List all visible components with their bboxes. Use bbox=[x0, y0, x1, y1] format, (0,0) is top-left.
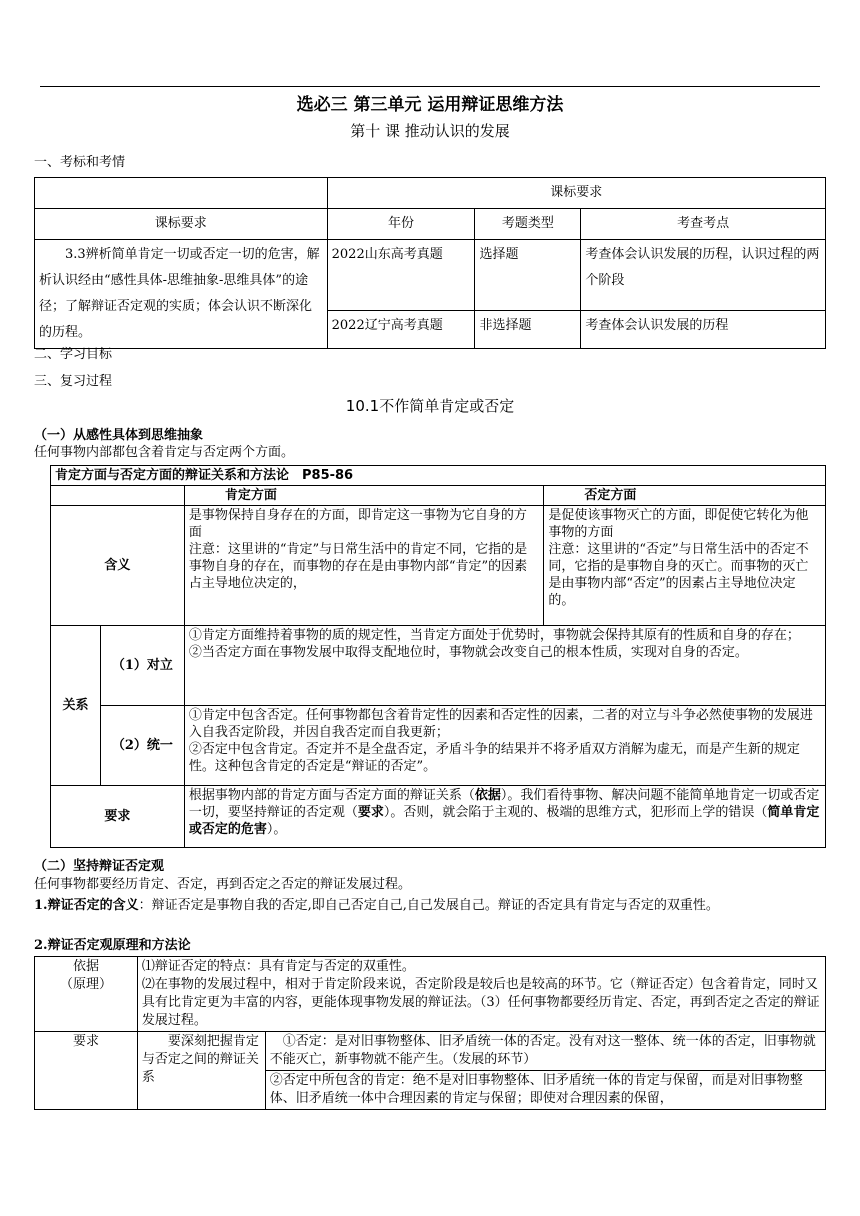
part-title: 10.1不作简单肯定或否定 bbox=[345, 397, 515, 415]
basis-text: ⑴辩证否定的特点：具有肯定与否定的双重性。 ⑵在事物的发展过程中，相对于肯定阶段来说，否定阶段是较后也是较高的环节。它（辩证否定）包含着肯定，同时又具有比肯定更为丰富的内容，更能体现事物发展的辩证法。（3）任何事物都要经历肯定、否定，再到否定之否定的辩证发展过程。 bbox=[137, 957, 825, 1032]
negation-item-1: ①否定：是对旧事物整体、旧矛盾统一体的否定。没有对这一整体、统一体的否定，旧事物就不能灭亡，新事物就不能产生。（发展的环节） bbox=[265, 1032, 825, 1071]
principle-heading: 2.辩证否定观原理和方法论 bbox=[34, 938, 191, 953]
col-header-point: 考查考点 bbox=[581, 209, 826, 240]
intro-text: 任何事物内部都包含着肯定与否定两个方面。 bbox=[34, 445, 295, 460]
section-heading-standards: 一、考标和考情 bbox=[34, 155, 126, 170]
col-header-type: 考题类型 bbox=[475, 209, 581, 240]
row1-point: 考查体会认识发展的历程，认识过程的两个阶段 bbox=[581, 240, 826, 311]
row2-point: 考查体会认识发展的历程 bbox=[581, 310, 826, 348]
opposite-text: ①肯定方面维持着事物的质的规定性，当肯定方面处于优势时，事物就会保持其原有的性质和自身的存在； ②当否定方面在事物发展中取得支配地位时，事物就会改变自己的根本性质，实现对自身的否定。 bbox=[184, 626, 825, 706]
row1-type: 选择题 bbox=[475, 240, 581, 311]
sub-heading-1: （一）从感性具体到思维抽象 bbox=[34, 428, 204, 443]
lesson-title: 第十 课 推动认识的发展 bbox=[350, 122, 510, 140]
col-header-negative: 否定方面 bbox=[544, 486, 826, 506]
row1-year: 2022山东高考真题 bbox=[327, 240, 475, 311]
row2-year: 2022辽宁高考真题 bbox=[327, 310, 475, 348]
demand-label: 要求 bbox=[51, 786, 185, 848]
demand-label-2: 要求 bbox=[35, 1032, 138, 1110]
empty-cell bbox=[35, 178, 328, 209]
group-header: 课标要求 bbox=[327, 178, 825, 209]
row2-type: 非选择题 bbox=[475, 310, 581, 348]
meaning-negative: 是促使该事物灭亡的方面，即促使它转化为他事物的方面 注意：这里讲的“否定”与日常生活中的否定不同，它指的是事物自身的灭亡。而事物的灭亡是由事物内部“否定”的因素占主导地位决定的。 bbox=[544, 506, 826, 626]
page-title: 选必三 第三单元 运用辩证思维方法 bbox=[296, 95, 564, 115]
col-header-req: 课标要求 bbox=[35, 209, 328, 240]
grasp-label: 要深刻把握肯定与否定之间的辩证关系 bbox=[137, 1032, 265, 1110]
meaning-label: 含义 bbox=[51, 506, 185, 626]
definition-paragraph: 1.辩证否定的含义：辩证否定是事物自我的否定,即自己否定自己,自己发展自己。辩证的否定具有肯定与否定的双重性。 bbox=[34, 898, 719, 913]
unity-label: （2）统一 bbox=[100, 706, 184, 786]
affirm-negate-table bbox=[50, 465, 826, 848]
basis-label: 依据 （原理） bbox=[35, 957, 138, 1032]
col-header-positive: 肯定方面 bbox=[184, 486, 543, 506]
negation-principle-table bbox=[34, 956, 826, 1110]
section-heading-goals: 二、学习目标 bbox=[34, 347, 113, 362]
req-text-cell: 3.3辨析简单肯定一切或否定一切的危害，解析认识经由“感性具体-思维抽象-思维具体”的途径；了解辩证否定观的实质；体会认识不断深化的历程。 bbox=[35, 240, 328, 349]
intro-text-2: 任何事物都要经历肯定、否定，再到否定之否定的辩证发展过程。 bbox=[34, 877, 412, 892]
header-rule bbox=[40, 86, 820, 87]
sub-heading-2: （二）坚持辩证否定观 bbox=[34, 859, 165, 874]
section-heading-review: 三、复习过程 bbox=[34, 374, 113, 389]
empty-cell bbox=[51, 486, 185, 506]
unity-text: ①肯定中包含否定。任何事物都包含着肯定性的因素和否定性的因素，二者的对立与斗争必然使事物的发展进入自我否定阶段，并因自我否定而自我更新； ②否定中包含肯定。否定并不是全盘否定，矛盾斗争的结果并不将矛盾双方消解为虚无，而是产生新的规定性。这种包含肯定的否定是“辩证的否定”。 bbox=[184, 706, 825, 786]
demand-text: 根据事物内部的肯定方面与否定方面的辩证关系（依据）。我们看待事物、解决问题不能简单地肯定一切或否定一切，要坚持辩证的否定观（要求）。否则，就会陷于主观的、极端的思维方式，犯形而上学的错误（简单肯定或否定的危害）。 bbox=[184, 786, 825, 848]
relation-label: 关系 bbox=[51, 626, 101, 786]
opposite-label: （1）对立 bbox=[100, 626, 184, 706]
negation-item-2: ②否定中所包含的肯定：绝不是对旧事物整体、旧矛盾统一体的肯定与保留，而是对旧事物整体、旧矛盾统一体中合理因素的肯定与保留；即使对合理因素的保留， bbox=[265, 1071, 825, 1110]
table-caption: 肯定方面与否定方面的辩证关系和方法论 P85-86 bbox=[51, 466, 826, 486]
meaning-positive: 是事物保持自身存在的方面，即肯定这一事物为它自身的方面 注意：这里讲的“肯定”与日常生活中的肯定不同，它指的是事物自身的存在，而事物的存在是由事物内部“肯定”的因素占主导地位决定的， bbox=[184, 506, 543, 626]
col-header-year: 年份 bbox=[327, 209, 475, 240]
standards-table bbox=[34, 177, 826, 349]
